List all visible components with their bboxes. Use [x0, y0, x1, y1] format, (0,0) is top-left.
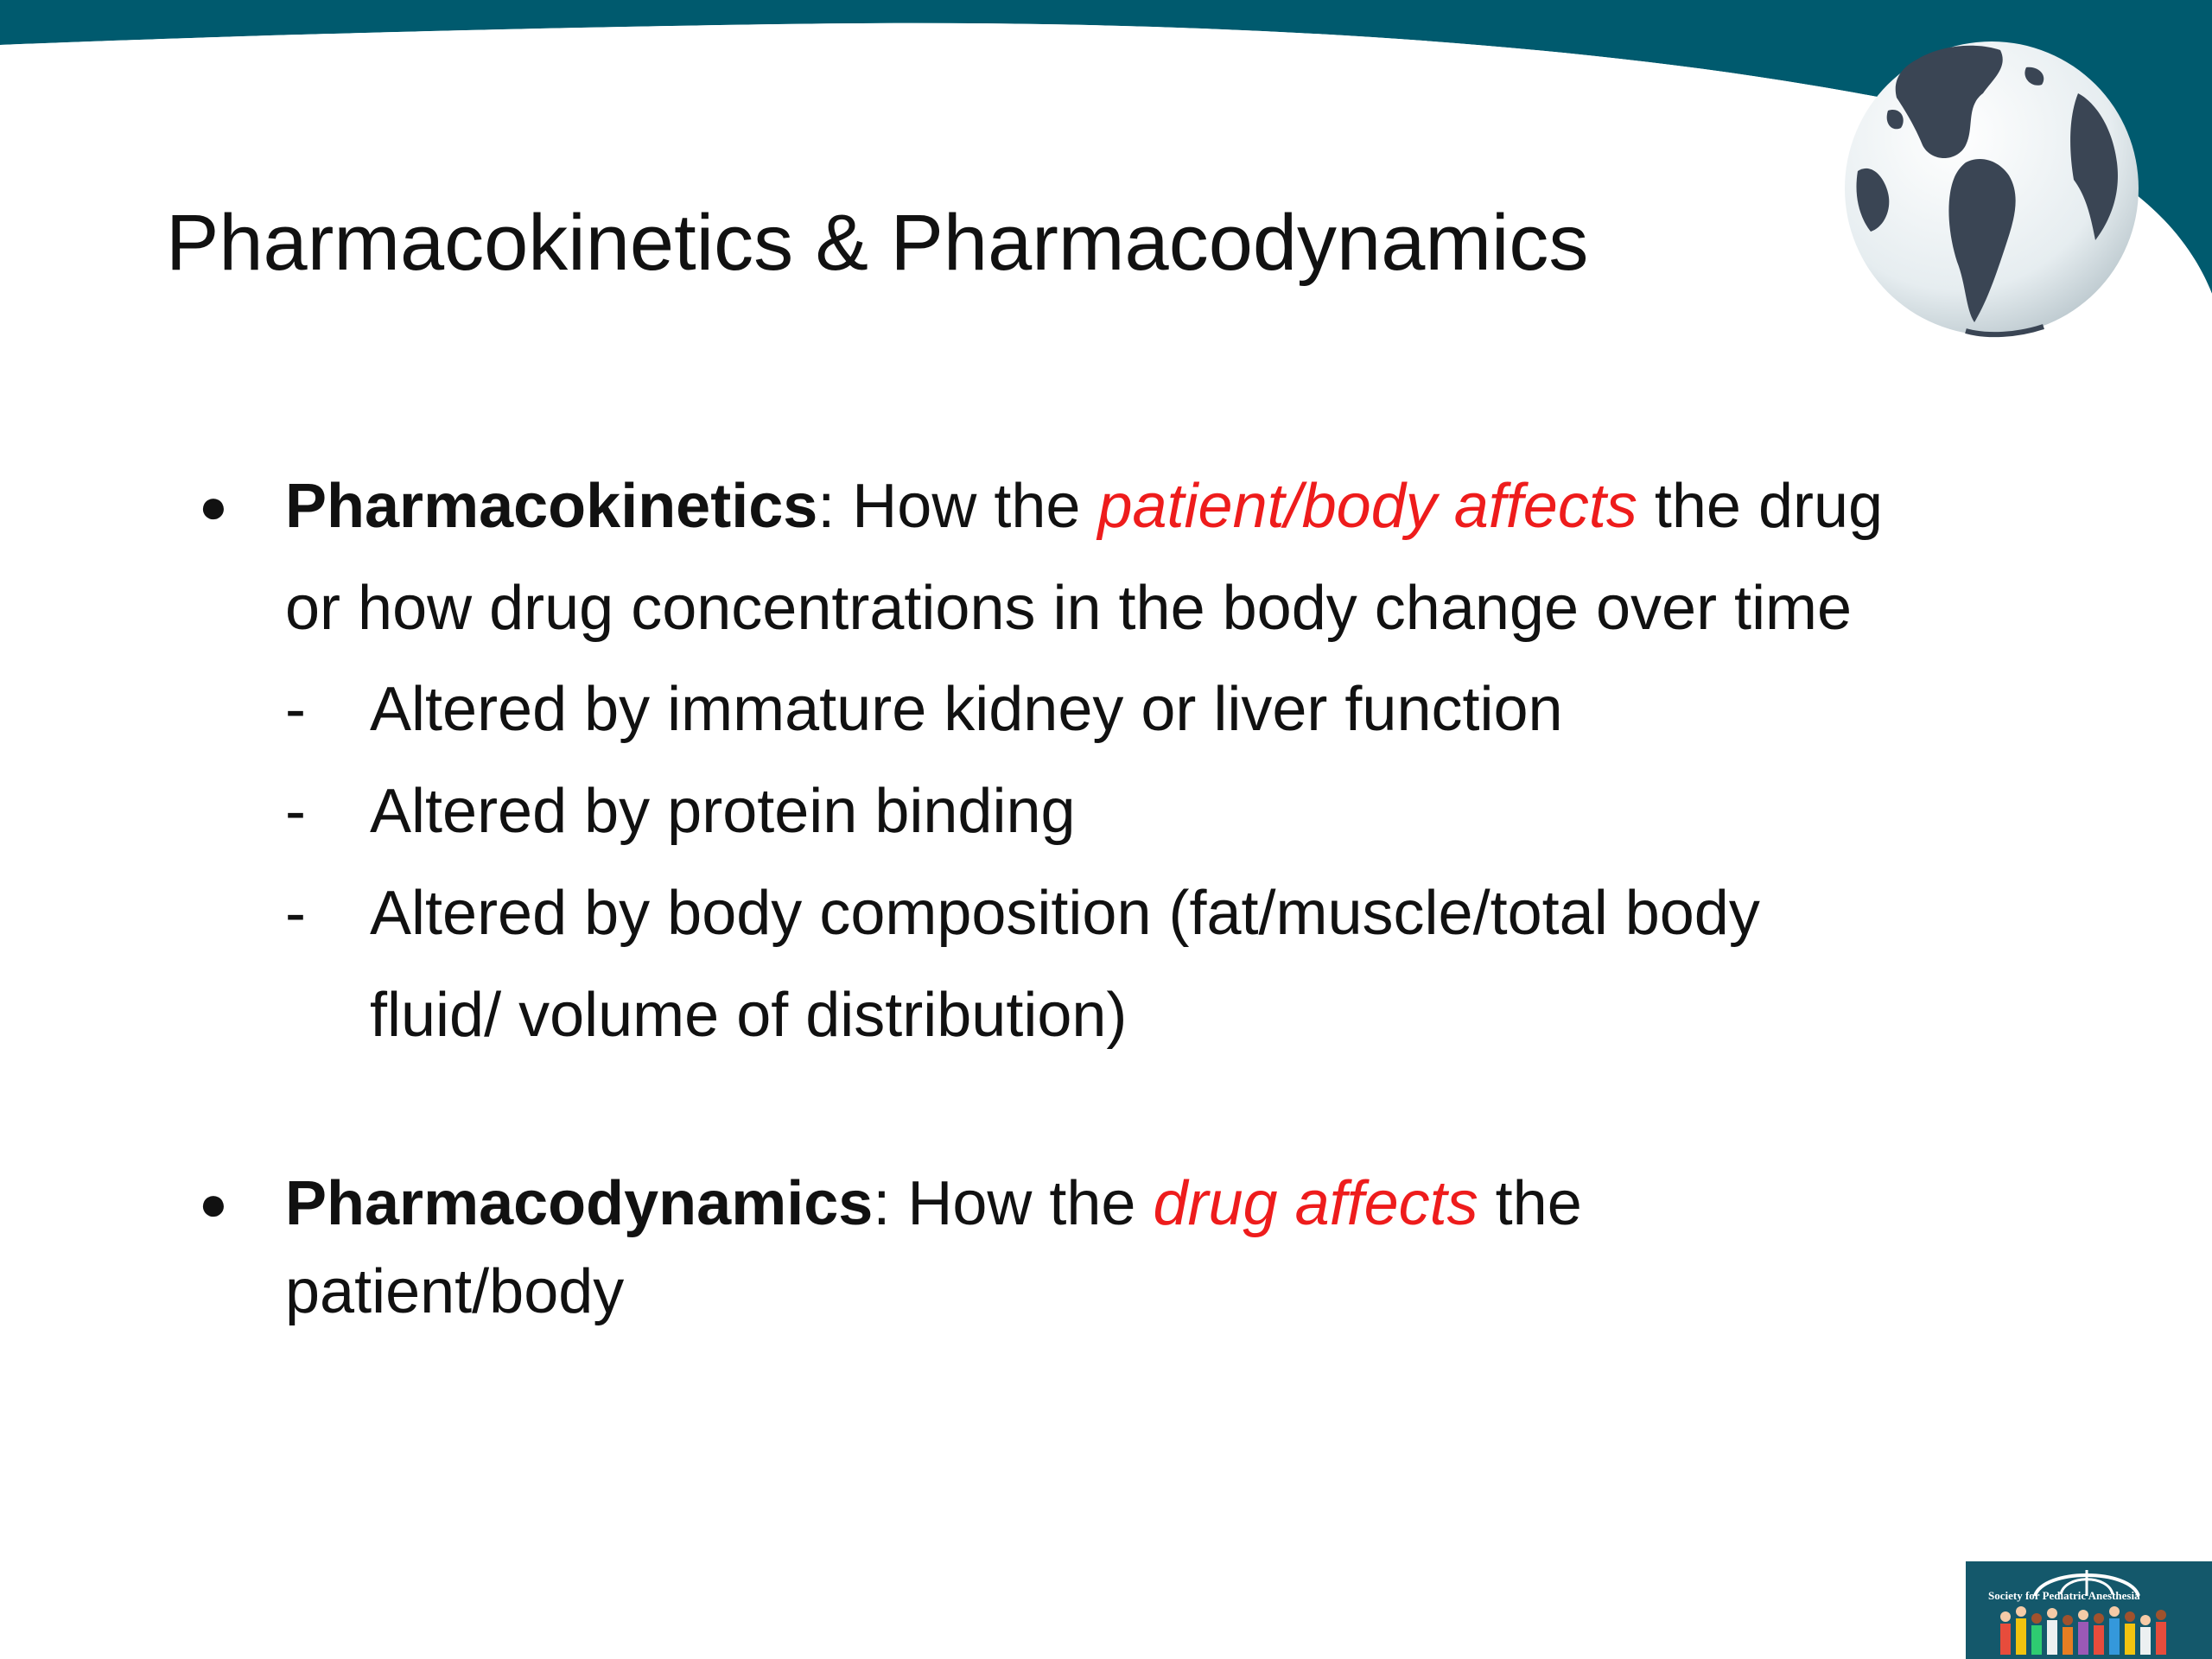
lead-text: : How the: [873, 1169, 1154, 1238]
slide-title: Pharmacokinetics & Pharmacodynamics: [166, 199, 1589, 287]
dash-marker: -: [285, 675, 306, 744]
logo-text: Society for Pediatric Anesthesia: [1988, 1589, 2140, 1602]
continuation-text: or how drug concentrations in the body change over time: [285, 574, 1853, 643]
emphasis-text: drug affects: [1153, 1169, 1478, 1238]
sub-item-text: [370, 862, 2098, 1066]
rest-text: the drug: [1637, 472, 1884, 541]
rest-text: the: [1478, 1169, 1582, 1238]
bullet-text: [285, 1160, 2134, 1336]
sub-item-text: Altered by protein binding: [370, 777, 1076, 846]
term-pharmacokinetics: Pharmacokinetics: [285, 472, 818, 541]
term-pharmacodynamics: Pharmacodynamics: [285, 1169, 874, 1238]
bullet-text: [285, 455, 2134, 659]
society-logo: [1966, 1561, 2212, 1659]
bullet-dot-icon: ●: [199, 479, 228, 533]
continuation-text: patient/body: [285, 1257, 625, 1326]
globe-figures-logo-icon: [1966, 1561, 2212, 1659]
lead-text: : How the: [817, 472, 1098, 541]
bullet-dot-icon: ●: [199, 1176, 228, 1230]
emphasis-text: patient/body affects: [1097, 472, 1637, 541]
sub-item-line2: fluid/ volume of distribution): [370, 981, 1128, 1050]
dash-marker: -: [285, 777, 306, 846]
sub-item-line1: Altered by body composition (fat/muscle/total body: [370, 879, 1760, 948]
dash-marker: -: [285, 879, 306, 948]
sub-item-text: Altered by immature kidney or liver function: [370, 675, 1563, 744]
